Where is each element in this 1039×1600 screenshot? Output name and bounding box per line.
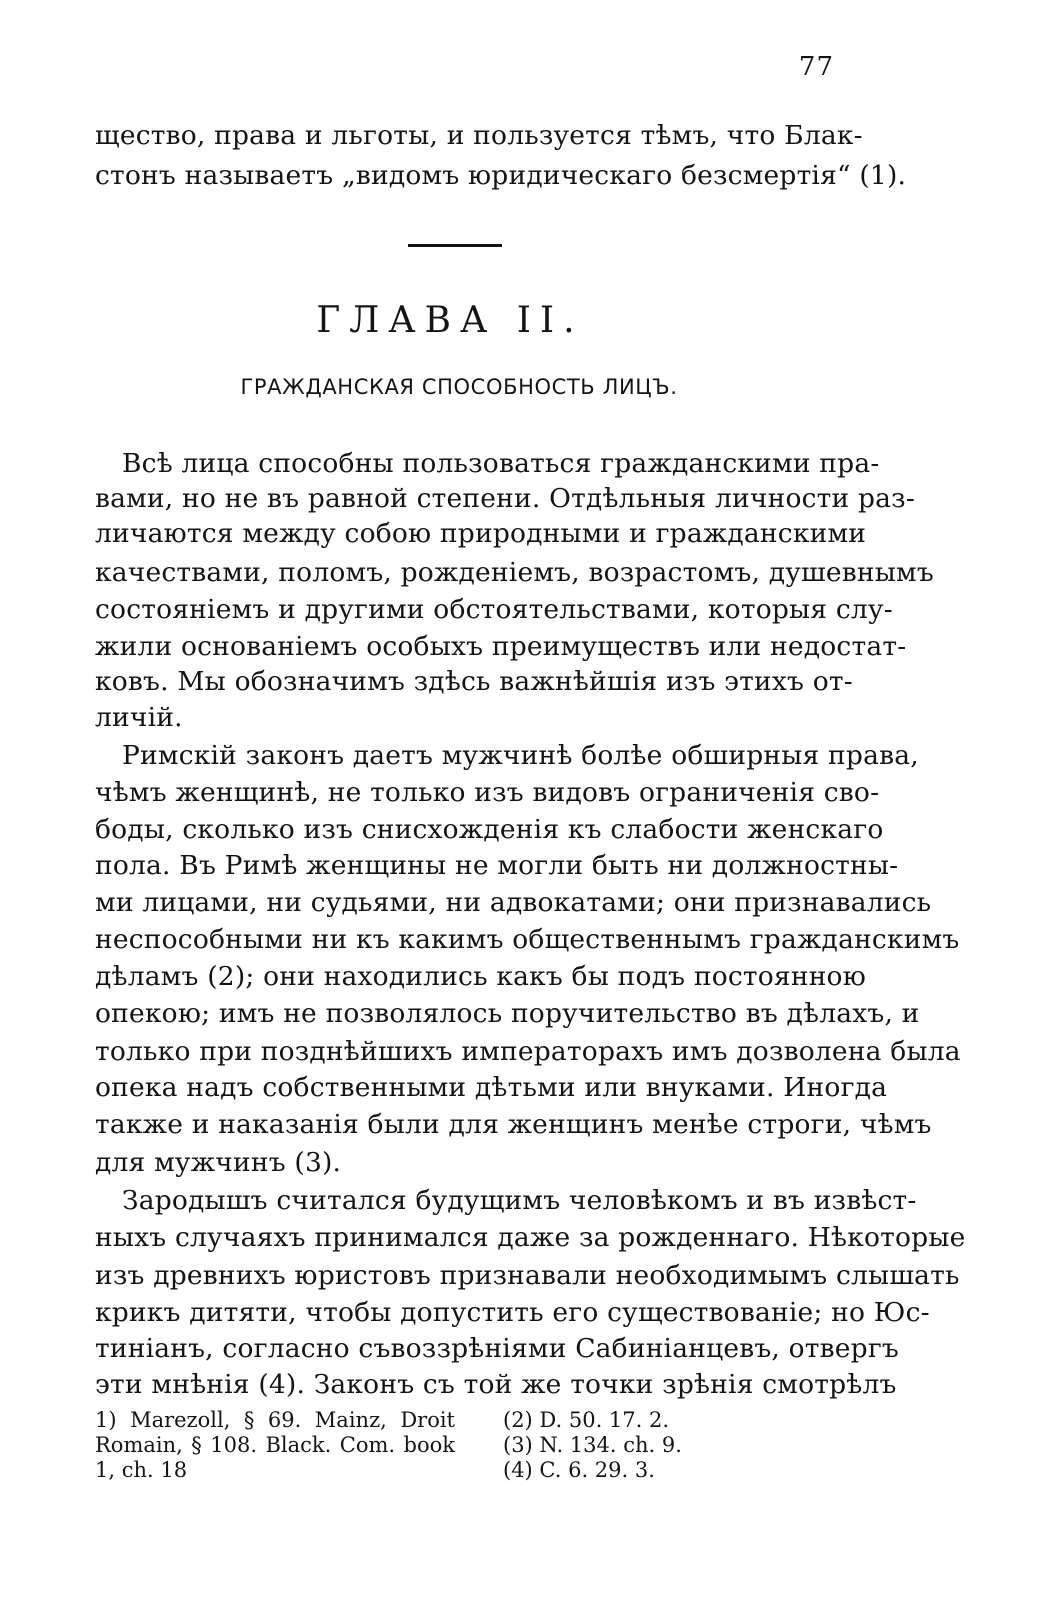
footnote-line: 1) Marezoll, § 69. Mainz, Droit xyxy=(95,1408,455,1432)
intro-line: стонъ называетъ „видомъ юридическаго безсмертія“ (1). xyxy=(95,160,907,191)
paragraph-line: Всѣ лица способны пользоваться гражданскими пра- xyxy=(122,448,880,479)
paragraph-line: эти мнѣнія (4). Законъ съ той же точки зрѣнія смотрѣлъ xyxy=(95,1369,897,1400)
chapter-title: ГЛАВА II. xyxy=(316,300,584,341)
paragraph-line: пола. Въ Римѣ женщины не могли быть ни должностны- xyxy=(95,850,899,881)
footnote-line: 1, ch. 18 xyxy=(95,1458,188,1482)
paragraph-line: также и наказанія были для женщинъ менѣе строги, чѣмъ xyxy=(95,1109,932,1140)
section-divider xyxy=(408,244,502,247)
paragraph-line: изъ древнихъ юристовъ признавали необходимымъ слышать xyxy=(95,1260,960,1291)
paragraph-line: Римскій законъ даетъ мужчинѣ болѣе обширныя права, xyxy=(122,740,919,771)
paragraph-line: дѣламъ (2); они находились какъ бы подъ постоянною xyxy=(95,961,866,992)
paragraph-line: чѣмъ женщинѣ, не только изъ видовъ ограниченія сво- xyxy=(95,777,880,808)
paragraph-line: состояніемъ и другими обстоятельствами, которыя слу- xyxy=(95,594,893,625)
paragraph-line: крикъ дитяти, чтобы допустить его существованіе; но Юс- xyxy=(95,1297,930,1328)
paragraph-line: опекою; имъ не позволялось поручительство въ дѣлахъ, и xyxy=(95,998,920,1029)
paragraph-line: боды, сколько изъ снисхожденія къ слабости женскаго xyxy=(95,814,884,845)
paragraph-line: ковъ. Мы обозначимъ здѣсь важнѣйшія изъ этихъ от- xyxy=(95,666,853,697)
footnote-line: Romain, § 108. Black. Com. book xyxy=(95,1433,455,1457)
paragraph-line: для мужчинъ (3). xyxy=(95,1147,342,1178)
footnote-reference: (3) N. 134. ch. 9. xyxy=(503,1433,682,1457)
paragraph-line: ми лицами, ни судьями, ни адвокатами; они признавались xyxy=(95,887,932,918)
footnote-reference: (2) D. 50. 17. 2. xyxy=(503,1408,670,1432)
intro-line: щество, права и льготы, и пользуется тѣмъ, что Блак- xyxy=(95,120,863,151)
paragraph-line: личій. xyxy=(95,702,183,733)
paragraph-line: только при позднѣйшихъ императорахъ имъ дозволена была xyxy=(95,1036,961,1067)
paragraph-line: опека надъ собственными дѣтьми или внуками. Иногда xyxy=(95,1072,888,1103)
paragraph-line: неспособными ни къ какимъ общественнымъ гражданскимъ xyxy=(95,924,960,955)
paragraph-line: Зародышъ считался будущимъ человѣкомъ и въ извѣст- xyxy=(122,1185,917,1216)
page-number: 77 xyxy=(798,52,834,82)
paragraph-line: жили основаніемъ особыхъ преимуществъ или недостат- xyxy=(95,631,907,662)
footnote-reference: (4) C. 6. 29. 3. xyxy=(503,1458,655,1482)
chapter-subtitle: ГРАЖДАНСКАЯ СПОСОБНОСТЬ ЛИЦЪ. xyxy=(240,375,678,399)
paragraph-line: ныхъ случаяхъ принимался даже за рожденнаго. Нѣкоторые xyxy=(95,1222,966,1253)
paragraph-line: личаются между собою природными и гражданскими xyxy=(95,518,867,549)
paragraph-line: качествами, поломъ, рожденіемъ, возрастомъ, душевнымъ xyxy=(95,557,934,588)
paragraph-line: вами, но не въ равной степени. Отдѣльныя личности раз- xyxy=(95,483,915,514)
paragraph-line: тиніанъ, согласно съвоззрѣніями Сабиніанцевъ, отвергъ xyxy=(95,1333,899,1364)
